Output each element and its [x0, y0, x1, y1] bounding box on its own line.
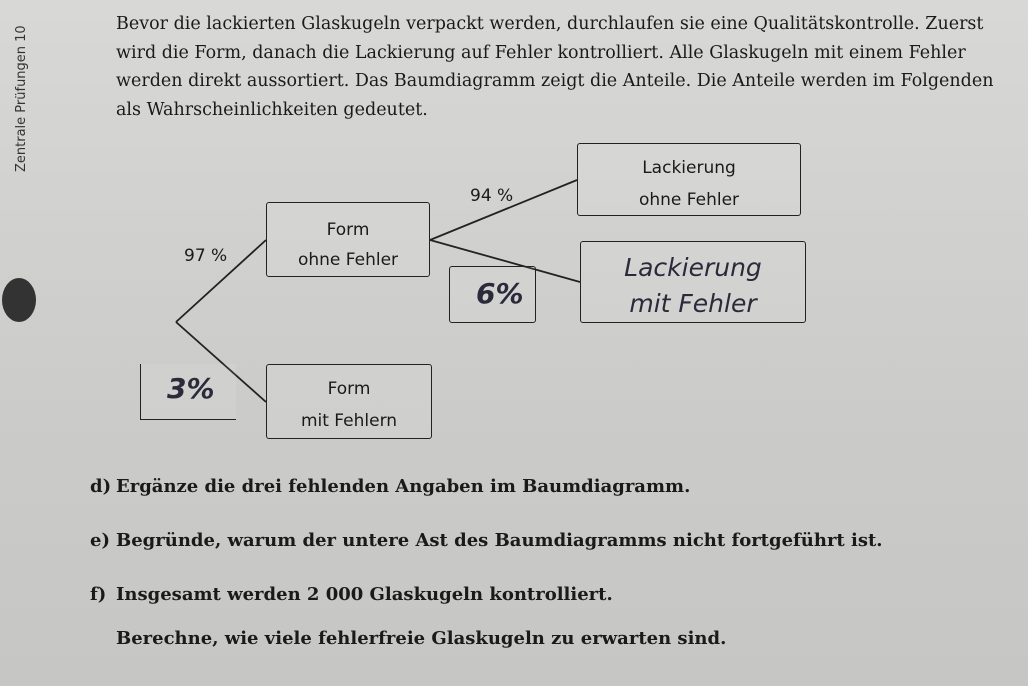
box-form-mit-fehlern — [266, 364, 432, 439]
task-f2-text: Berechne, wie viele fehlerfreie Glaskugeln zu erwarten sind. — [116, 628, 727, 649]
task-f-letter: f) — [90, 584, 107, 605]
box-lack-ok-line2: ohne Fehler — [638, 190, 740, 210]
box-probability-form-err — [140, 364, 236, 420]
handwritten-3-percent: 3% — [167, 372, 215, 405]
box-form-ok-line2: ohne Fehler — [297, 250, 399, 270]
box-form-err-line2: mit Fehlern — [300, 411, 398, 431]
box-lack-ok-line1: Lackierung — [642, 158, 736, 178]
task-f-question — [116, 628, 726, 649]
box-form-ok-line1: Form — [326, 220, 370, 240]
box-form-err-line1: Form — [327, 379, 371, 399]
side-label: Zentrale Prüfungen 10 — [14, 25, 29, 172]
task-d — [90, 476, 690, 497]
task-d-text: Ergänze die drei fehlenden Angaben im Baumdiagramm. — [116, 476, 691, 497]
task-e-text: Begründe, warum der untere Ast des Baumdiagramms nicht fortgeführt ist. — [116, 530, 883, 551]
box-lackierung-mit-fehler — [580, 241, 806, 323]
handwritten-lack-err-line2: mit Fehler — [629, 289, 757, 318]
intro-text: Bevor die lackierten Glaskugeln verpackt werden, durchlaufen sie eine Qualitätskontrolle. Zuerst wird die Form, danach die Lackierung auf Fehler kontrolliert. Alle Glaskugeln mit einem Fehler werden direkt aussortiert. Das Baumdiagramm zeigt die Anteile. Die Anteile werden im Folgenden als Wahrscheinlichkeiten gedeutet. — [116, 14, 994, 120]
box-form-ohne-fehler — [266, 202, 430, 277]
handwritten-lack-err-line1: Lackierung — [624, 253, 762, 282]
probability-form-ok: 97 % — [184, 246, 228, 266]
box-lackierung-ohne-fehler — [577, 143, 801, 216]
box-probability-lack-err — [449, 266, 536, 323]
probability-lack-ok: 94 % — [470, 186, 514, 206]
task-e-letter: e) — [90, 530, 110, 551]
task-e — [90, 530, 883, 551]
task-d-letter: d) — [90, 476, 112, 497]
task-f — [90, 584, 613, 605]
handwritten-6-percent: 6% — [476, 277, 524, 310]
task-f-text: Insgesamt werden 2 000 Glaskugeln kontrolliert. — [116, 584, 613, 605]
